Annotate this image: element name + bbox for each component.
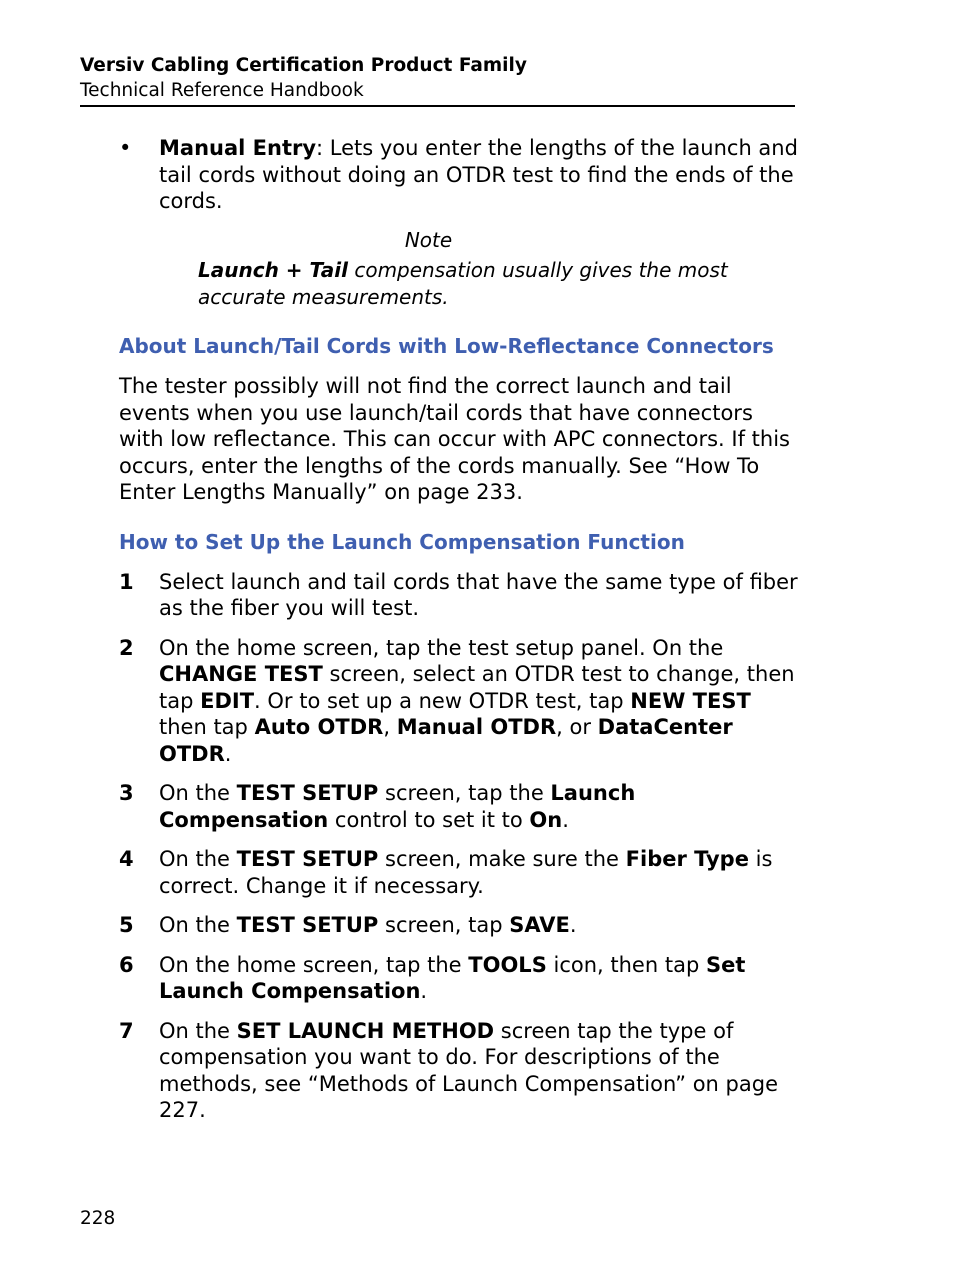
step-bold-term: Auto OTDR <box>254 715 384 739</box>
step-text: . <box>562 807 569 832</box>
step-text: . <box>420 979 428 1003</box>
step-bold-term: TEST SETUP <box>236 847 379 871</box>
step-4 <box>119 846 799 899</box>
step-number: 5 <box>119 913 134 937</box>
step-text: . <box>224 741 232 766</box>
step-text: On the home screen, tap the <box>159 952 469 977</box>
step-text: screen, select an OTDR test to change, then tap <box>159 662 795 713</box>
bullet-item-manual-entry <box>119 135 799 215</box>
note-body <box>198 257 799 310</box>
step-bold-term: NEW TEST <box>630 688 751 713</box>
bullet-term: Manual Entry <box>159 136 317 160</box>
section-heading-setup: How to Set Up the Launch Compensation Function <box>119 529 685 554</box>
bullet-mark: • <box>119 136 132 160</box>
step-bold-term: On <box>529 807 563 832</box>
note-box <box>198 227 799 311</box>
step-6 <box>119 952 799 1005</box>
step-number: 1 <box>119 569 134 594</box>
step-text: On the <box>159 781 237 805</box>
step-number: 2 <box>119 635 134 660</box>
step-3 <box>119 780 799 833</box>
step-1 <box>119 569 799 622</box>
step-text: On the <box>159 913 237 937</box>
note-term: Launch + Tail <box>198 258 348 282</box>
step-text: then tap <box>159 715 255 739</box>
page-content <box>119 135 799 1137</box>
step-text: On the <box>159 1018 237 1043</box>
step-text: , or <box>556 715 598 739</box>
step-text: screen, make sure the <box>378 847 626 871</box>
step-bold-term: CHANGE TEST <box>159 662 323 686</box>
step-bold-term: Manual OTDR <box>396 715 557 739</box>
page-number: 228 <box>80 1208 116 1229</box>
section-heading-low-reflectance: About Launch/Tail Cords with Low-Reflectance Connectors <box>119 334 774 358</box>
step-bold-term: EDIT <box>200 688 255 713</box>
step-number: 3 <box>119 781 134 805</box>
step-number: 7 <box>119 1018 134 1043</box>
step-bold-term: TEST SETUP <box>236 913 379 937</box>
step-text: screen tap the type of compensation you want to do. For descriptions of the methods, see “Methods of Launch Compensation” on page 227. <box>159 1018 778 1122</box>
step-text: icon, then tap <box>546 952 706 977</box>
page-header <box>80 53 795 107</box>
note-text: compensation usually gives the most accurate measurements. <box>198 258 728 309</box>
step-text: . Or to set up a new OTDR test, tap <box>254 688 631 713</box>
step-number: 6 <box>119 952 134 977</box>
header-subtitle: Technical Reference Handbook <box>80 80 364 101</box>
bullet-text: : Lets you enter the lengths of the launch and tail cords without doing an OTDR test to find the ends of the cords. <box>159 136 798 213</box>
steps-list <box>119 569 799 1124</box>
step-7 <box>119 1018 799 1124</box>
step-text: control to set it to <box>328 807 530 832</box>
section-body-low-reflectance: The tester possibly will not find the correct launch and tail events when you use launch/tail cords that have connectors with low reflectance. This can occur with APC connectors. If this occurs, enter the lengths of the cords manually. See “How To Enter Lengths Manually” on page 233. <box>119 374 790 504</box>
step-bold-term: TOOLS <box>468 952 547 977</box>
step-text: screen, tap the <box>378 781 551 805</box>
step-bold-term: SAVE <box>509 913 570 937</box>
step-text: is correct. Change it if necessary. <box>159 847 773 898</box>
step-text: On the home screen, tap the test setup panel. On the <box>159 635 724 660</box>
step-text: . <box>569 913 577 937</box>
note-label: Note <box>404 227 453 252</box>
step-5 <box>119 912 799 939</box>
step-2 <box>119 635 799 768</box>
step-number: 4 <box>119 847 134 871</box>
step-bold-term: Set Launch Compensation <box>159 952 746 1003</box>
step-text: screen, tap <box>378 913 510 937</box>
step-bold-term: Fiber Type <box>625 847 749 871</box>
step-bold-term: TEST SETUP <box>236 781 379 805</box>
step-text: On the <box>159 847 237 871</box>
step-text: , <box>383 715 397 739</box>
step-bold-term: Launch Compensation <box>159 781 636 832</box>
step-text: Select launch and tail cords that have the same type of fiber as the fiber you will test. <box>159 569 798 620</box>
step-bold-term: DataCenter OTDR <box>159 715 733 766</box>
step-bold-term: SET LAUNCH METHOD <box>236 1018 495 1043</box>
header-title: Versiv Cabling Certification Product Family <box>80 55 527 76</box>
